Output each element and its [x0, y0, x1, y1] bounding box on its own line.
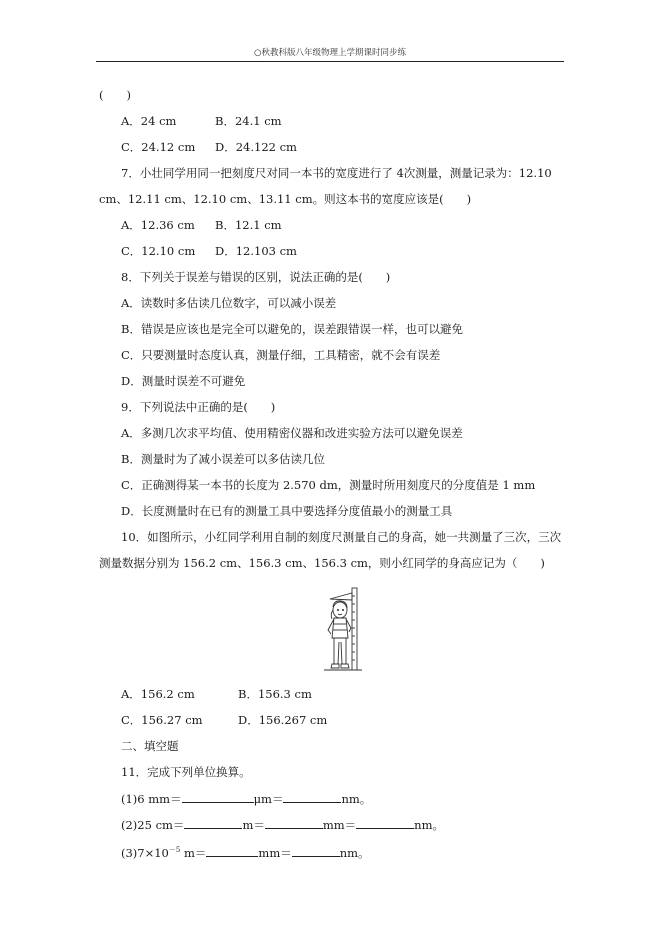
- q7-option-c: C．12.10 cm: [121, 244, 196, 258]
- q11-part3-exponent: －5: [168, 846, 181, 854]
- q7-stem-line2: cm、12.11 cm、12.10 cm、13.11 cm。则这本书的宽度应该是( ): [99, 192, 472, 206]
- q7-stem-line1: 7．小壮同学用同一把刻度尺对同一本书的宽度进行了 4次测量，测量记录为：12.10: [121, 166, 552, 180]
- q8-option-d: D．测量时误差不可避免: [121, 374, 246, 388]
- q11-part3-text-c: mm＝: [258, 845, 292, 860]
- q7-option-b: B．12.1 cm: [215, 218, 282, 232]
- q11-part3-blank-1[interactable]: [206, 844, 258, 857]
- q11-part2-blank-3[interactable]: [356, 816, 414, 829]
- q11-part1-text-a: (1)6 mm＝: [121, 792, 182, 806]
- q11-part1-blank-1[interactable]: [182, 790, 254, 803]
- q10-option-c: C．156.27 cm: [121, 713, 203, 727]
- q9-option-a: A．多测几次求平均值、使用精密仪器和改进实验方法可以避免误差: [121, 426, 463, 440]
- q9-option-c: C．正确测得某一本书的长度为 2.570 dm，测量时所用刻度尺的分度值是 1 mm: [121, 478, 536, 492]
- q10-option-b: B．156.3 cm: [238, 687, 312, 701]
- q6-option-c: C．24.12 cm: [121, 140, 196, 154]
- q9-stem: 9．下列说法中正确的是( ): [121, 400, 276, 414]
- q6-option-b: B．24.1 cm: [215, 114, 282, 128]
- q11-part3-text-b: m＝: [180, 845, 207, 860]
- q8-option-c: C．只要测量时态度认真，测量仔细，工具精密，就不会有误差: [121, 348, 441, 362]
- q11-part2-text-b: m＝: [242, 818, 265, 832]
- q11-part1: [121, 790, 371, 807]
- q10-stem-line2: 测量数据分别为 156.2 cm、156.3 cm、156.3 cm，则小红同学的身高应记为（ ): [99, 556, 545, 570]
- q8-option-b: B．错误是应该也是完全可以避免的，误差跟错误一样，也可以避免: [121, 322, 463, 336]
- q11-part2-text-a: (2)25 cm＝: [121, 818, 185, 832]
- q11-part3: [121, 842, 370, 861]
- q11-part1-text-b: μm＝: [253, 792, 284, 806]
- q6-option-a: A．24 cm: [121, 114, 177, 128]
- q11-stem: 11．完成下列单位换算。: [121, 765, 251, 779]
- q7-option-d: D．12.103 cm: [215, 244, 297, 258]
- q6-paren: ( ): [99, 88, 131, 102]
- q11-part2-text-c: mm＝: [322, 818, 357, 832]
- q11-part1-text-c: nm。: [341, 792, 372, 806]
- q11-part2-text-d: nm。: [414, 818, 444, 832]
- q6-option-d: D．24.122 cm: [215, 140, 297, 154]
- q10-option-a: A．156.2 cm: [121, 687, 195, 701]
- q11-part3-text-d: nm。: [339, 845, 370, 860]
- q9-option-d: D．长度测量时在已有的测量工具中要选择分度值最小的测量工具: [121, 504, 453, 518]
- q11-part2-blank-1[interactable]: [184, 816, 242, 829]
- q10-stem-line1: 10．如图所示，小红同学利用自制的刻度尺测量自己的身高，她一共测量了三次，三次: [121, 530, 562, 544]
- section-fill-in-title: 二、填空题: [121, 739, 179, 753]
- q8-option-a: A．读数时多估读几位数字，可以减小误差: [121, 296, 337, 310]
- q10-option-d: D．156.267 cm: [238, 713, 328, 727]
- height-measurement-figure: [322, 586, 366, 674]
- q11-part3-text-a: (3)7×10: [121, 845, 169, 860]
- q11-part1-blank-2[interactable]: [283, 790, 341, 803]
- page-header: [96, 46, 564, 62]
- girl-with-ruler-illustration: [322, 586, 366, 674]
- q11-part2-blank-2[interactable]: [265, 816, 323, 829]
- q8-stem: 8．下列关于误差与错误的区别，说法正确的是( ): [121, 270, 391, 284]
- q11-part3-blank-2[interactable]: [292, 844, 340, 857]
- q11-part2: [121, 816, 444, 833]
- q9-option-b: B．测量时为了减小误差可以多估读几位: [121, 452, 325, 466]
- q7-option-a: A．12.36 cm: [121, 218, 195, 232]
- header-title: ○秋教科版八年级物理上学期课时同步练: [254, 48, 406, 58]
